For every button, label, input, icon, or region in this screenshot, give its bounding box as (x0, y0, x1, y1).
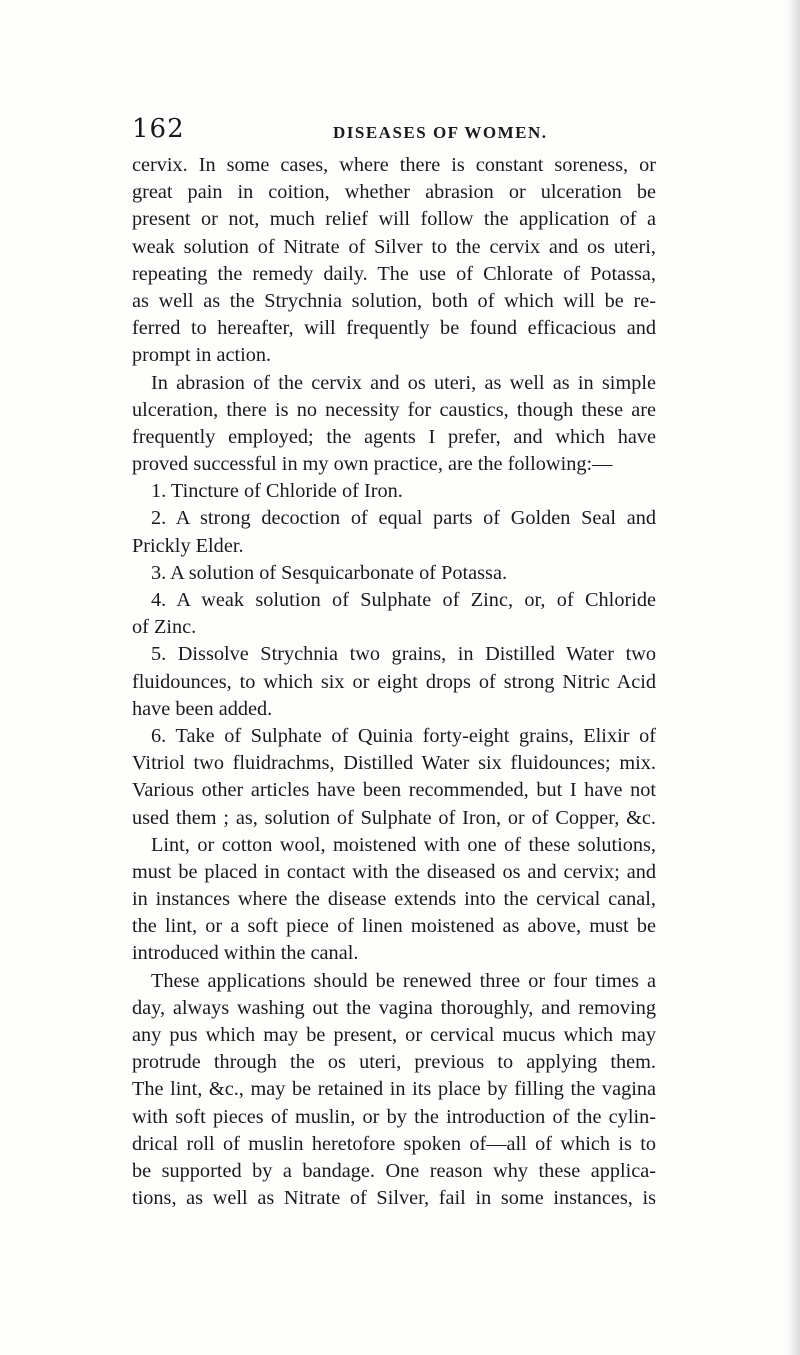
text-line: proved successful in my own practice, are the following:— (132, 453, 613, 476)
text-line: must be placed in contact with the diseased os and cervix; and (132, 860, 656, 883)
text-line: present or not, much relief will follow the application of a (132, 208, 656, 231)
list-item: 5. Dissolve Strychnia two grains, in Distilled Water two (151, 643, 656, 666)
text-line: cervix. In some cases, where there is constant soreness, or (132, 154, 656, 176)
list-item: 6. Take of Sulphate of Quinia forty-eight grains, Elixir of (151, 724, 656, 747)
text-line: fluidounces, to which six or eight drops of strong Nitric Acid (132, 670, 656, 693)
text-line: The lint, &c., may be retained in its place by filling the vagina (132, 1078, 656, 1101)
list-item: 4. A weak solution of Sulphate of Zinc, or, of Chloride (151, 589, 656, 611)
text-line: Lint, or cotton wool, moistened with one of these solutions, (151, 833, 656, 856)
text-line: day, always washing out the vagina thoroughly, and removing (132, 996, 656, 1019)
list-item: 3. A solution of Sesquicarbonate of Potassa. (151, 561, 508, 584)
text-line: prompt in action. (132, 344, 272, 367)
text-line: ulceration, there is no necessity for caustics, though these are (132, 398, 656, 421)
text-line: repeating the remedy daily. The use of Chlorate of Potassa, (132, 262, 656, 285)
text-line: be supported by a bandage. One reason why these applica- (132, 1159, 656, 1182)
text-line: In abrasion of the cervix and os uteri, as well as in simple (151, 371, 656, 394)
page-number: 162 (132, 114, 185, 144)
list-item: 2. A strong decoction of equal parts of Golden Seal and (151, 507, 656, 530)
text-line: great pain in coition, whether abrasion or ulceration be (132, 181, 656, 204)
text-line: with soft pieces of muslin, or by the introduction of the cylin- (132, 1105, 656, 1128)
text-line: tions, as well as Nitrate of Silver, fail in some instances, is (132, 1187, 656, 1210)
text-line: introduced within the canal. (132, 942, 359, 965)
text-line: the lint, or a soft piece of linen moistened as above, must be (132, 915, 656, 938)
text-line: in instances where the disease extends into the cervical canal, (132, 888, 656, 911)
page-header (132, 114, 652, 150)
text-line: Vitriol two fluidrachms, Distilled Water six fluidounces; mix. (132, 752, 656, 775)
text-line: ferred to hereafter, will frequently be found efficacious and (132, 317, 656, 340)
running-head: DISEASES OF WOMEN. (333, 123, 548, 142)
body-text (132, 152, 656, 1212)
page-edge-shadow (786, 0, 800, 1355)
text-line: used them ; as, solution of Sulphate of Iron, or of Copper, &c. (132, 806, 656, 829)
text-line: Various other articles have been recommended, but I have not (132, 779, 656, 802)
text-line: any pus which may be present, or cervical mucus which may (132, 1024, 656, 1046)
text-line: as well as the Strychnia solution, both of which will be re- (132, 289, 656, 312)
text-line: have been added. (132, 697, 273, 720)
text-line: Prickly Elder. (132, 534, 244, 557)
text-line: drical roll of muslin heretofore spoken of—all of which is to (132, 1132, 656, 1155)
text-line: These applications should be renewed three or four times a (151, 969, 656, 992)
text-line: frequently employed; the agents I prefer, and which have (132, 425, 656, 448)
text-line: of Zinc. (132, 616, 197, 639)
list-item: 1. Tincture of Chloride of Iron. (151, 480, 403, 503)
text-line: weak solution of Nitrate of Silver to the cervix and os uteri, (132, 235, 656, 258)
text-line: protrude through the os uteri, previous to applying them. (132, 1051, 656, 1074)
